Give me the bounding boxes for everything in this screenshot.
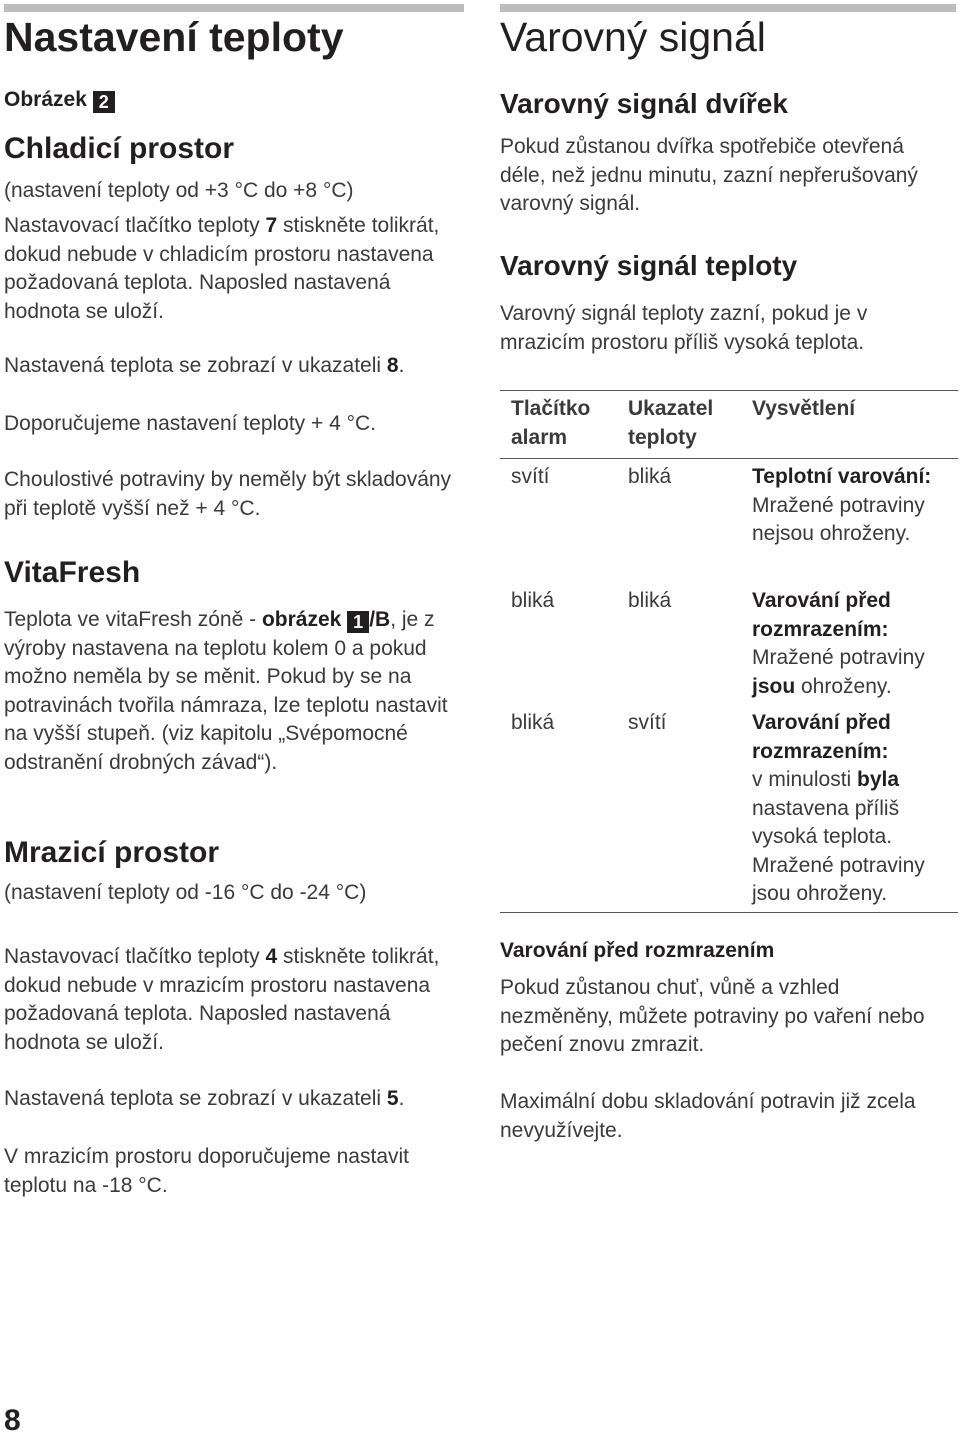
table-bottom-rule — [500, 912, 958, 913]
cooling-p2-period: . — [398, 354, 405, 377]
figure-reference — [4, 86, 115, 115]
cooling-paragraph-3: Doporučujeme nastavení teploty + 4 °C. — [4, 412, 377, 435]
freezer-p1-number: 4 — [265, 945, 278, 968]
table-header-rule — [500, 458, 958, 459]
cooling-paragraph-1 — [4, 212, 464, 326]
table-row-1-text: Mražené potraviny nejsou ohroženy. — [752, 493, 925, 545]
table-row-2-indicator-state: bliká — [628, 589, 672, 612]
door-alarm-text: Pokud zůstanou dvířka spotřebiče otevřená déle, než jednu minutu, zazní nepřerušovaný varovný signál. — [500, 135, 918, 215]
thaw-warning-paragraph-2: Maximální dobu skladování potravin již zcela nevyužívejte. — [500, 1090, 916, 1142]
cooling-p2-number: 8 — [386, 354, 399, 377]
freezer-paragraph-2 — [4, 1085, 464, 1114]
cooling-p1-text: Nastavovací tlačítko teploty — [4, 214, 266, 237]
table-header-button: Tlačítko alarm — [511, 397, 591, 449]
table-row-2-button-state: bliká — [511, 589, 555, 612]
temp-alarm-heading: Varovný signál teploty — [500, 250, 798, 281]
vitafresh-text-rest: , je z výroby nastavena na teplotu kolem 0 a pokud možno neměla by se měnit. Pokud by se na potravinách tvořila námraza, lze teplotu nastavit na vyšší stupeň. (viz kapitolu „Svépomocné odstranění drobných závad“). — [4, 608, 448, 774]
table-row-1-title: Teplotní varování: — [752, 465, 932, 488]
table-row-2-text: Mražené potraviny — [752, 646, 925, 669]
temp-alarm-text: Varovný signál teploty zazní, pokud je v mrazicím prostoru příliš vysoká teplota. — [500, 302, 868, 354]
cooling-p2-text: Nastavená teplota se zobrazí v ukazateli — [4, 354, 387, 377]
table-row-1-indicator-state: bliká — [628, 465, 672, 488]
table-row-3-text: v minulosti — [752, 768, 858, 791]
freezer-p2-number: 5 — [386, 1087, 399, 1110]
freezer-p2-period: . — [398, 1087, 405, 1110]
freezer-p1-text: Nastavovací tlačítko teploty — [4, 945, 266, 968]
freezer-paragraph-3: V mrazicím prostoru doporučujeme nastavit teplotu na -18 °C. — [4, 1145, 409, 1197]
warning-title: Varovný signál — [500, 14, 766, 60]
table-row-3-indicator-state: svítí — [628, 711, 667, 734]
freezer-heading: Mrazicí prostor — [4, 836, 220, 869]
cooling-paragraph-4: Choulostivé potraviny by neměly být skladovány při teplotě vyšší než + 4 °C. — [4, 468, 452, 520]
figure-label: Obrázek — [4, 88, 87, 111]
table-row-2-text-rest: ohroženy. — [795, 674, 892, 698]
table-row-2-explanation — [752, 587, 952, 701]
vitafresh-figure-part: /B — [369, 608, 391, 631]
figure-number-badge: 2 — [93, 91, 115, 113]
freezer-p1-text-rest: stiskněte tolikrát, dokud nebude v mrazicím prostoru nastavena požadovaná teplota. Naposled nastavená hodnota se uloží. — [4, 945, 440, 1054]
table-row-3-emphasis: byla — [857, 768, 900, 791]
page-number: 8 — [4, 1404, 21, 1437]
table-row-1-button-state: svítí — [511, 465, 550, 488]
table-header-explanation: Vysvětlení — [752, 397, 856, 420]
table-row-1-explanation — [752, 463, 952, 549]
table-row-3-button-state: bliká — [511, 711, 555, 734]
table-header-indicator: Ukazatel teploty — [628, 397, 714, 449]
door-alarm-heading: Varovný signál dvířek — [500, 88, 788, 119]
freezer-paragraph-1 — [4, 943, 464, 1057]
freezer-p2-text: Nastavená teplota se zobrazí v ukazateli — [4, 1087, 387, 1110]
table-row-3-explanation — [752, 709, 952, 909]
vitafresh-paragraph — [4, 606, 464, 777]
left-column-top-rule — [4, 4, 464, 12]
table-row-2-title: Varování před rozmrazením: — [752, 589, 891, 641]
table-row-2-emphasis: jsou — [752, 674, 796, 698]
table-row-3-text-rest: nastavena příliš vysoká teplota. Mražené potraviny jsou ohroženy. — [752, 796, 925, 905]
table-top-rule — [500, 390, 958, 391]
vitafresh-heading: VitaFresh — [4, 556, 141, 589]
cooling-heading: Chladicí prostor — [4, 132, 235, 165]
cooling-p1-text-rest: stiskněte tolikrát, dokud nebude v chladicím prostoru nastavena požadovaná teplota. Naposled nastavená hodnota se uloží. — [4, 214, 440, 323]
cooling-paragraph-2 — [4, 352, 464, 381]
page-title: Nastavení teploty — [4, 14, 344, 60]
vitafresh-text: Teplota ve vitaFresh zóně - — [4, 608, 262, 631]
thaw-warning-heading: Varování před rozmrazením — [500, 939, 775, 962]
table-row-3-title: Varování před rozmrazením: — [752, 711, 891, 763]
thaw-warning-paragraph-1: Pokud zůstanou chuť, vůně a vzhled nezměněny, můžete potraviny po vaření nebo pečení znovu zmrazit. — [500, 976, 925, 1056]
cooling-p1-number: 7 — [265, 214, 278, 237]
freezer-range: (nastavení teploty od -16 °C do -24 °C) — [4, 881, 367, 904]
vitafresh-figure-label: obrázek — [261, 608, 342, 631]
cooling-range: (nastavení teploty od +3 °C do +8 °C) — [4, 179, 354, 202]
right-column-top-rule — [500, 4, 956, 12]
vitafresh-figure-badge: 1 — [347, 611, 369, 633]
